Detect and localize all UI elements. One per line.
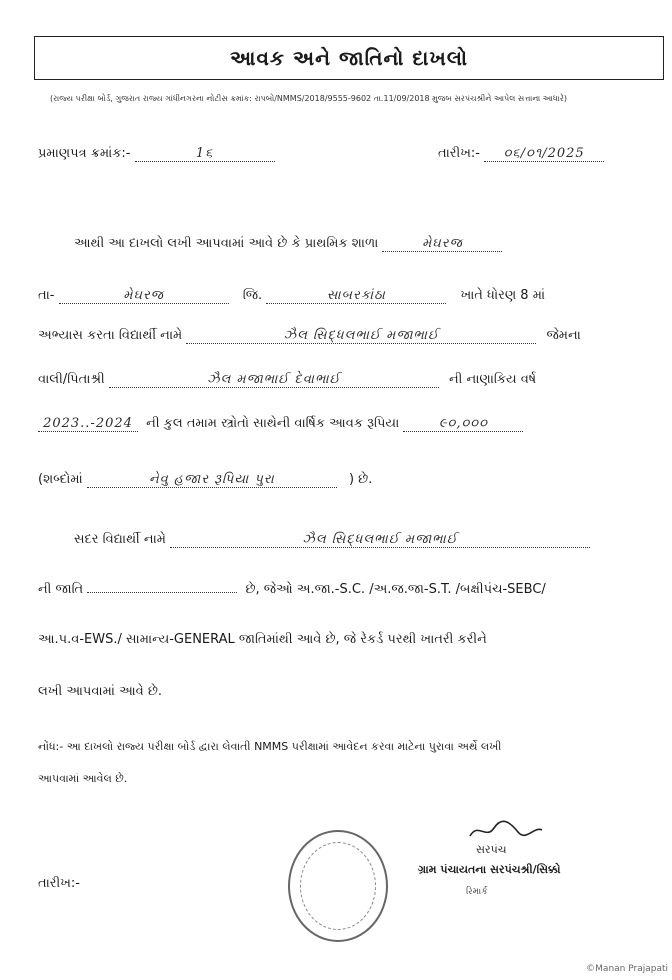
official-stamp-icon: [288, 830, 388, 942]
taluka-label: તા-: [38, 288, 55, 303]
note-line1: નોંધ:- આ દાખલો રાજ્ય પરીક્ષા બોર્ડ દ્વારા લેવાતી NMMS પરીક્ષામાં આવેદન કરવા માટેના પુરાવા અર્થે લખી: [38, 740, 502, 753]
words-end: ) છે.: [348, 472, 373, 487]
signature-block: [418, 818, 658, 897]
reference-note: (રાજ્ય પરીક્ષા બોર્ડ, ગુજરાત રાજ્ય ગાંધીનગરના નોટીસ ક્રમાંક: રાપબો/NMMS/2018/9555-9602 તા.11/09/2018 મુજબ સરપંચશ્રીને આપેલ સત્તાના આધારે): [50, 94, 568, 103]
signature-icon: [466, 818, 546, 842]
words-value: નેવુ હજાર રૂપિયા પુરા: [87, 472, 337, 488]
date-label: તારીખ:-: [438, 146, 480, 161]
income-value: ૯૦,૦૦૦: [403, 416, 523, 432]
school-value: મેઘરજ: [382, 236, 502, 252]
guardian-row: [38, 372, 536, 388]
school-row: [74, 236, 502, 252]
signature-place: રિમાર્ક: [466, 887, 488, 897]
date-value: ૦૬/૦૧/2025: [484, 146, 604, 162]
caste-row: [38, 578, 546, 597]
guardian-label: વાલી/પિતાશ્રી: [38, 372, 105, 387]
bottom-date-label: તારીખ:-: [38, 876, 80, 891]
caste-label: ની જાતિ: [38, 582, 84, 597]
jemna-text: જેમના: [546, 328, 581, 343]
caste-text: છે, જેઓ અ.જા.-S.C. /અ.જ.જા-S.T. /બક્ષીપંચ-SEBC/: [245, 582, 546, 597]
certificate-number-label: પ્રમાણપત્ર ક્રમાંક:-: [38, 146, 131, 161]
student-label: અભ્યાસ કરતા વિદ્યાર્થી નામે: [38, 328, 183, 343]
student-value: ઝૈલ સિદ્ધલભાઈ મજાભાઈ: [186, 328, 536, 344]
income-row: [38, 416, 523, 432]
taluka-row: [38, 288, 545, 304]
date-row: [438, 146, 604, 162]
sadar-value: ઝૈલ સિદ્ધલભાઈ મજાભાઈ: [170, 532, 590, 548]
income-text: ની કુલ તમામ સ્ત્રોતો સાથેની વાર્ષિક આવક રૂપિયા: [146, 416, 400, 431]
taluka-value: મેઘરજ: [59, 288, 229, 304]
words-row: [38, 472, 372, 488]
certificate-number-value: 1૬: [135, 146, 275, 162]
student-row: [38, 328, 581, 344]
certificate-number-row: [38, 146, 275, 162]
words-label: (શબ્દોમાં: [38, 472, 83, 487]
signature-name: સરપંચ: [476, 843, 507, 856]
signature-role: ગ્રામ પંચાયતના સરપંચશ્રી/સિક્કો: [418, 863, 561, 876]
sadar-label: સદર વિદ્યાર્થી નામે: [74, 532, 166, 547]
district-value: સાબરકાંઠા: [266, 288, 446, 304]
guardian-value: ઝૈલ મજાભાઈ દેવાભાઈ: [109, 372, 439, 388]
district-label: જિ.: [242, 288, 263, 303]
year-value: 2023..-2024: [38, 416, 138, 432]
caste-text3: લખી આપવામાં આવે છે.: [38, 684, 163, 699]
watermark: ©Manan Prajapati: [586, 964, 668, 974]
financial-year-text: ની નાણાકિય વર્ષ: [448, 372, 537, 387]
school-text: આથી આ દાખલો લખી આપવામાં આવે છે કે પ્રાથમિક શાળા: [74, 236, 379, 251]
note-line2: આપવામાં આવેલ છે.: [38, 772, 128, 785]
certificate-title: આવક અને જાતિનો દાખલો: [34, 36, 664, 80]
caste-text2: આ.પ.વ-EWS./ સામાન્ય-GENERAL જાતિમાંથી આવે છે, જે રેકર્ડ પરથી ખાતરી કરીને: [38, 632, 487, 647]
caste-blank: [87, 578, 237, 593]
sadar-row: [74, 532, 590, 548]
standard-text: ખાતે ધોરણ 8 માં: [460, 288, 546, 303]
